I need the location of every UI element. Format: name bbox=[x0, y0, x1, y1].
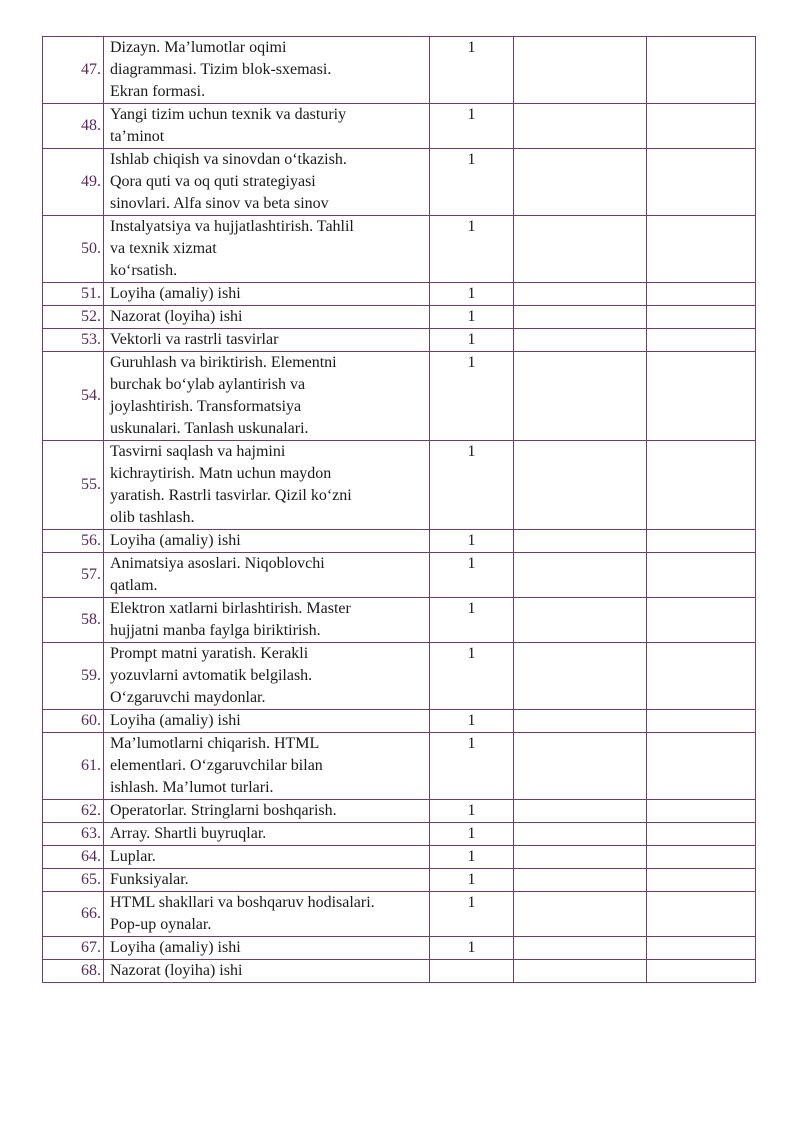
empty-cell bbox=[647, 149, 756, 216]
table-body bbox=[43, 37, 756, 983]
empty-cell bbox=[647, 598, 756, 643]
topic-line: Vektorli va rastrli tasvirlar bbox=[110, 331, 279, 348]
table-row bbox=[43, 104, 756, 149]
topic-line: va texnik xizmat bbox=[110, 240, 217, 257]
topic-line: Ekran formasi. bbox=[110, 83, 206, 100]
hours-cell: 1 bbox=[430, 216, 514, 283]
topic-line: Ma’lumotlarni chiqarish. HTML bbox=[110, 735, 320, 752]
empty-cell bbox=[647, 892, 756, 937]
topic-line: qatlam. bbox=[110, 577, 158, 594]
hours-cell: 1 bbox=[430, 937, 514, 960]
topic-cell bbox=[104, 643, 430, 710]
row-number: 66. bbox=[43, 892, 104, 937]
table-row bbox=[43, 283, 756, 306]
topic-line: Dizayn. Ma’lumotlar oqimi bbox=[110, 39, 287, 56]
row-number: 55. bbox=[43, 441, 104, 530]
row-number: 59. bbox=[43, 643, 104, 710]
empty-cell bbox=[514, 104, 647, 149]
topic-line: Ishlab chiqish va sinovdan o‘tkazish. bbox=[110, 151, 347, 168]
empty-cell bbox=[647, 352, 756, 441]
topic-cell bbox=[104, 352, 430, 441]
topic-cell bbox=[104, 441, 430, 530]
empty-cell bbox=[514, 530, 647, 553]
hours-cell: 1 bbox=[430, 892, 514, 937]
empty-cell bbox=[647, 283, 756, 306]
row-number: 57. bbox=[43, 553, 104, 598]
topic-line: Animatsiya asoslari. Niqoblovchi bbox=[110, 555, 325, 572]
topic-cell bbox=[104, 846, 430, 869]
topic-line: kichraytirish. Matn uchun maydon bbox=[110, 465, 332, 482]
row-number: 47. bbox=[43, 37, 104, 104]
topic-cell bbox=[104, 329, 430, 352]
topic-line: Funksiyalar. bbox=[110, 871, 189, 888]
topic-line: Loyiha (amaliy) ishi bbox=[110, 532, 241, 549]
empty-cell bbox=[514, 960, 647, 983]
row-number: 65. bbox=[43, 869, 104, 892]
empty-cell bbox=[647, 937, 756, 960]
empty-cell bbox=[514, 553, 647, 598]
row-number: 62. bbox=[43, 800, 104, 823]
empty-cell bbox=[647, 643, 756, 710]
empty-cell bbox=[514, 441, 647, 530]
empty-cell bbox=[647, 869, 756, 892]
topic-line: Instalyatsiya va hujjatlashtirish. Tahlil bbox=[110, 218, 354, 235]
empty-cell bbox=[647, 710, 756, 733]
empty-cell bbox=[514, 710, 647, 733]
topic-cell bbox=[104, 800, 430, 823]
table-row bbox=[43, 441, 756, 530]
row-number: 49. bbox=[43, 149, 104, 216]
row-number: 68. bbox=[43, 960, 104, 983]
hours-cell: 1 bbox=[430, 37, 514, 104]
hours-cell: 1 bbox=[430, 329, 514, 352]
table-row bbox=[43, 710, 756, 733]
empty-cell bbox=[647, 329, 756, 352]
hours-cell: 1 bbox=[430, 352, 514, 441]
curriculum-table bbox=[42, 36, 756, 983]
topic-line: diagrammasi. Tizim blok-sxemasi. bbox=[110, 61, 332, 78]
topic-line: Operatorlar. Stringlarni boshqarish. bbox=[110, 802, 337, 819]
topic-line: yaratish. Rastrli tasvirlar. Qizil ko‘zni bbox=[110, 487, 352, 504]
empty-cell bbox=[514, 216, 647, 283]
topic-line: sinovlari. Alfa sinov va beta sinov bbox=[110, 195, 329, 212]
table-row bbox=[43, 553, 756, 598]
topic-cell bbox=[104, 553, 430, 598]
table-row bbox=[43, 846, 756, 869]
topic-line: Loyiha (amaliy) ishi bbox=[110, 712, 241, 729]
topic-cell bbox=[104, 598, 430, 643]
row-number: 58. bbox=[43, 598, 104, 643]
empty-cell bbox=[514, 733, 647, 800]
topic-line: Luplar. bbox=[110, 848, 156, 865]
hours-cell: 1 bbox=[430, 104, 514, 149]
topic-cell bbox=[104, 960, 430, 983]
table-row bbox=[43, 800, 756, 823]
topic-cell bbox=[104, 937, 430, 960]
empty-cell bbox=[514, 800, 647, 823]
hours-cell: 1 bbox=[430, 149, 514, 216]
topic-line: Loyiha (amaliy) ishi bbox=[110, 939, 241, 956]
hours-cell: 1 bbox=[430, 846, 514, 869]
row-number: 61. bbox=[43, 733, 104, 800]
topic-cell bbox=[104, 306, 430, 329]
topic-cell bbox=[104, 869, 430, 892]
hours-cell: 1 bbox=[430, 306, 514, 329]
empty-cell bbox=[647, 216, 756, 283]
table-row bbox=[43, 643, 756, 710]
empty-cell bbox=[647, 846, 756, 869]
empty-cell bbox=[647, 306, 756, 329]
empty-cell bbox=[514, 937, 647, 960]
empty-cell bbox=[514, 283, 647, 306]
row-number: 56. bbox=[43, 530, 104, 553]
table-row bbox=[43, 937, 756, 960]
topic-line: olib tashlash. bbox=[110, 509, 195, 526]
topic-cell bbox=[104, 733, 430, 800]
topic-line: uskunalari. Tanlash uskunalari. bbox=[110, 420, 309, 437]
table-row bbox=[43, 960, 756, 983]
topic-line: hujjatni manba faylga biriktirish. bbox=[110, 622, 321, 639]
topic-cell bbox=[104, 283, 430, 306]
row-number: 53. bbox=[43, 329, 104, 352]
hours-cell bbox=[430, 960, 514, 983]
topic-cell bbox=[104, 710, 430, 733]
topic-line: HTML shakllari va boshqaruv hodisalari. bbox=[110, 894, 375, 911]
row-number: 63. bbox=[43, 823, 104, 846]
empty-cell bbox=[514, 352, 647, 441]
topic-line: joylashtirish. Transformatsiya bbox=[110, 398, 302, 415]
topic-cell bbox=[104, 892, 430, 937]
empty-cell bbox=[514, 598, 647, 643]
table-row bbox=[43, 733, 756, 800]
hours-cell: 1 bbox=[430, 823, 514, 846]
topic-line: Guruhlash va biriktirish. Elementni bbox=[110, 354, 337, 371]
table-row bbox=[43, 149, 756, 216]
row-number: 48. bbox=[43, 104, 104, 149]
empty-cell bbox=[647, 800, 756, 823]
topic-line: O‘zgaruvchi maydonlar. bbox=[110, 689, 266, 706]
row-number: 60. bbox=[43, 710, 104, 733]
table-row bbox=[43, 892, 756, 937]
empty-cell bbox=[514, 846, 647, 869]
table-row bbox=[43, 216, 756, 283]
row-number: 54. bbox=[43, 352, 104, 441]
empty-cell bbox=[514, 643, 647, 710]
table-row bbox=[43, 598, 756, 643]
empty-cell bbox=[647, 733, 756, 800]
empty-cell bbox=[647, 553, 756, 598]
table-row bbox=[43, 823, 756, 846]
empty-cell bbox=[647, 441, 756, 530]
empty-cell bbox=[514, 149, 647, 216]
topic-cell bbox=[104, 823, 430, 846]
empty-cell bbox=[514, 37, 647, 104]
empty-cell bbox=[514, 306, 647, 329]
hours-cell: 1 bbox=[430, 800, 514, 823]
topic-cell bbox=[104, 530, 430, 553]
topic-line: elementlari. O‘zgaruvchilar bilan bbox=[110, 757, 323, 774]
topic-line: yozuvlarni avtomatik belgilash. bbox=[110, 667, 313, 684]
empty-cell bbox=[647, 37, 756, 104]
empty-cell bbox=[514, 823, 647, 846]
topic-line: Nazorat (loyiha) ishi bbox=[110, 962, 243, 979]
hours-cell: 1 bbox=[430, 733, 514, 800]
table-row bbox=[43, 306, 756, 329]
table-row bbox=[43, 530, 756, 553]
empty-cell bbox=[514, 329, 647, 352]
table-row bbox=[43, 37, 756, 104]
hours-cell: 1 bbox=[430, 553, 514, 598]
topic-line: Qora quti va oq quti strategiyasi bbox=[110, 173, 316, 190]
topic-cell bbox=[104, 37, 430, 104]
topic-line: ishlash. Ma’lumot turlari. bbox=[110, 779, 274, 796]
empty-cell bbox=[514, 892, 647, 937]
topic-line: Nazorat (loyiha) ishi bbox=[110, 308, 243, 325]
hours-cell: 1 bbox=[430, 283, 514, 306]
hours-cell: 1 bbox=[430, 598, 514, 643]
row-number: 64. bbox=[43, 846, 104, 869]
empty-cell bbox=[647, 960, 756, 983]
empty-cell bbox=[647, 104, 756, 149]
topic-cell bbox=[104, 149, 430, 216]
hours-cell: 1 bbox=[430, 643, 514, 710]
topic-line: Prompt matni yaratish. Kerakli bbox=[110, 645, 309, 662]
topic-line: Loyiha (amaliy) ishi bbox=[110, 285, 241, 302]
row-number: 50. bbox=[43, 216, 104, 283]
empty-cell bbox=[647, 530, 756, 553]
topic-cell bbox=[104, 216, 430, 283]
hours-cell: 1 bbox=[430, 869, 514, 892]
row-number: 51. bbox=[43, 283, 104, 306]
topic-line: Elektron xatlarni birlashtirish. Master bbox=[110, 600, 351, 617]
hours-cell: 1 bbox=[430, 530, 514, 553]
topic-line: ta’minot bbox=[110, 128, 165, 145]
topic-line: Tasvirni saqlash va hajmini bbox=[110, 443, 286, 460]
empty-cell bbox=[647, 823, 756, 846]
topic-line: Array. Shartli buyruqlar. bbox=[110, 825, 267, 842]
table-row bbox=[43, 329, 756, 352]
row-number: 67. bbox=[43, 937, 104, 960]
topic-line: Yangi tizim uchun texnik va dasturiy bbox=[110, 106, 347, 123]
row-number: 52. bbox=[43, 306, 104, 329]
hours-cell: 1 bbox=[430, 710, 514, 733]
topic-line: burchak bo‘ylab aylantirish va bbox=[110, 376, 306, 393]
topic-line: ko‘rsatish. bbox=[110, 262, 178, 279]
hours-cell: 1 bbox=[430, 441, 514, 530]
empty-cell bbox=[514, 869, 647, 892]
topic-cell bbox=[104, 104, 430, 149]
topic-line: Pop-up oynalar. bbox=[110, 916, 212, 933]
table-row bbox=[43, 352, 756, 441]
table-row bbox=[43, 869, 756, 892]
